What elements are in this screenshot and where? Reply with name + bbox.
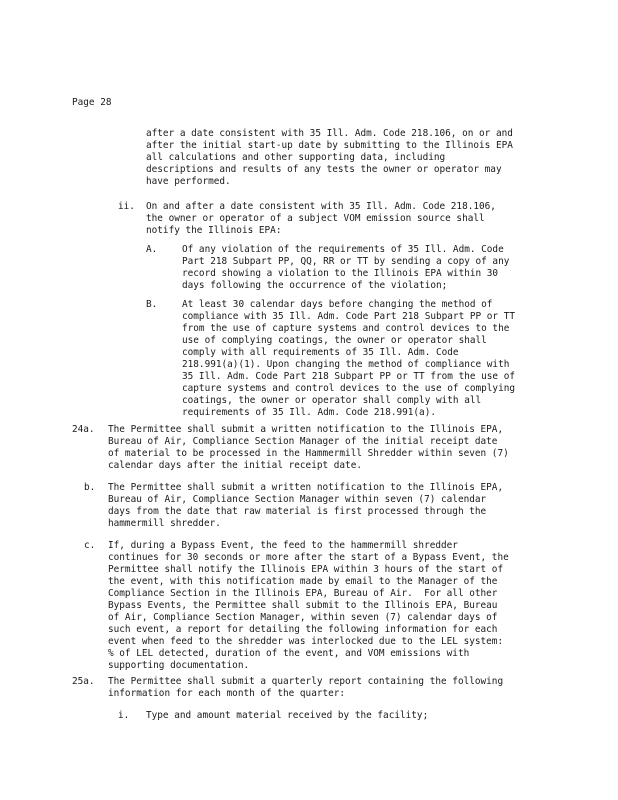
text-line: On and after a date consistent with 35 Ill. Adm. Code 218.106, [146,201,496,212]
page-number: Page 28 [72,97,112,108]
text-line: notify the Illinois EPA: [146,225,282,236]
text-line: coatings, the owner or operator shall comply with all [182,395,482,406]
text-line: The Permittee shall submit a written notification to the Illinois EPA, [108,424,504,435]
text-line: after a date consistent with 35 Ill. Adm. Code 218.106, on or and [146,128,513,139]
text-line: Bureau of Air, Compliance Section Manager within seven (7) calendar [108,494,487,505]
text-line: hammermill shredder. [108,518,221,529]
text-line: comply with all requirements of 35 Ill. Adm. Code [182,347,459,358]
text-line: all calculations and other supporting data, including [146,152,446,163]
text-line: from the use of capture systems and control devices to the [182,323,510,334]
paragraph-text [108,482,503,530]
paragraph-text [108,424,509,472]
text-line: Bypass Events, the Permittee shall submit to the Illinois EPA, Bureau [108,600,498,611]
text-line: after the initial start-up date by submitting to the Illinois EPA [146,140,513,151]
text-line: Type and amount material received by the facility; [146,710,429,721]
text-line: The Permittee shall submit a written notification to the Illinois EPA, [108,482,504,493]
paragraph-text [146,128,513,188]
text-line: have performed. [146,176,231,187]
text-line: Permittee shall notify the Illinois EPA within 3 hours of the start of [108,564,504,575]
item-label: A. [146,244,158,255]
item-label: c. [84,540,96,551]
text-line: 218.991(a)(1). Upon changing the method of compliance with [182,359,510,370]
text-line: % of LEL detected, duration of the event, and VOM emissions with [108,648,470,659]
paragraph-text [182,299,515,419]
text-line: continues for 30 seconds or more after the start of a Bypass Event, the [108,552,509,563]
text-line: event when feed to the shredder was interlocked due to the LEL system: [108,636,504,647]
text-line: record showing a violation to the Illinois EPA within 30 [182,268,499,279]
text-line: of material to be processed in the Hammermill Shredder within seven (7) [108,448,509,459]
text-line: use of complying coatings, the owner or operator shall [182,335,487,346]
item-label: i. [118,710,130,721]
item-label: ii. [118,201,135,212]
text-line: requirements of 35 Ill. Adm. Code 218.991(a). [182,407,436,418]
paragraph-text [146,710,428,722]
item-label: B. [146,299,158,310]
text-line: capture systems and control devices to the use of complying [182,383,516,394]
paragraph-text [108,676,503,700]
text-line: supporting documentation. [108,660,250,671]
paragraph-text [182,244,509,292]
item-label: 24a. [72,424,95,435]
text-line: the owner or operator of a subject VOM emission source shall [146,213,485,224]
text-line: of Air, Compliance Section Manager, within seven (7) calendar days of [108,612,498,623]
text-line: If, during a Bypass Event, the feed to the hammermill shredder [108,540,458,551]
text-line: The Permittee shall submit a quarterly report containing the following [108,676,504,687]
paragraph-text [146,201,496,237]
text-line: calendar days after the initial receipt date. [108,460,362,471]
text-line: compliance with 35 Ill. Adm. Code Part 218 Subpart PP or TT [182,311,516,322]
text-line: information for each month of the quarter: [108,688,346,699]
text-line: Compliance Section in the Illinois EPA, Bureau of Air. For all other [108,588,498,599]
text-line: the event, with this notification made by email to the Manager of the [108,576,498,587]
paragraph-text [108,540,509,672]
item-label: 25a. [72,676,95,687]
text-line: 35 Ill. Adm. Code Part 218 Subpart PP or TT from the use of [182,371,516,382]
text-line: Part 218 Subpart PP, QQ, RR or TT by sending a copy of any [182,256,510,267]
text-line: such event, a report for detailing the following information for each [108,624,498,635]
item-label: b. [84,482,96,493]
text-line: days following the occurrence of the violation; [182,280,448,291]
text-line: Bureau of Air, Compliance Section Manager of the initial receipt date [108,436,498,447]
text-line: Of any violation of the requirements of 35 Ill. Adm. Code [182,244,504,255]
text-line: At least 30 calendar days before changing the method of [182,299,493,310]
text-line: days from the date that raw material is first processed through the [108,506,487,517]
text-line: descriptions and results of any tests the owner or operator may [146,164,502,175]
